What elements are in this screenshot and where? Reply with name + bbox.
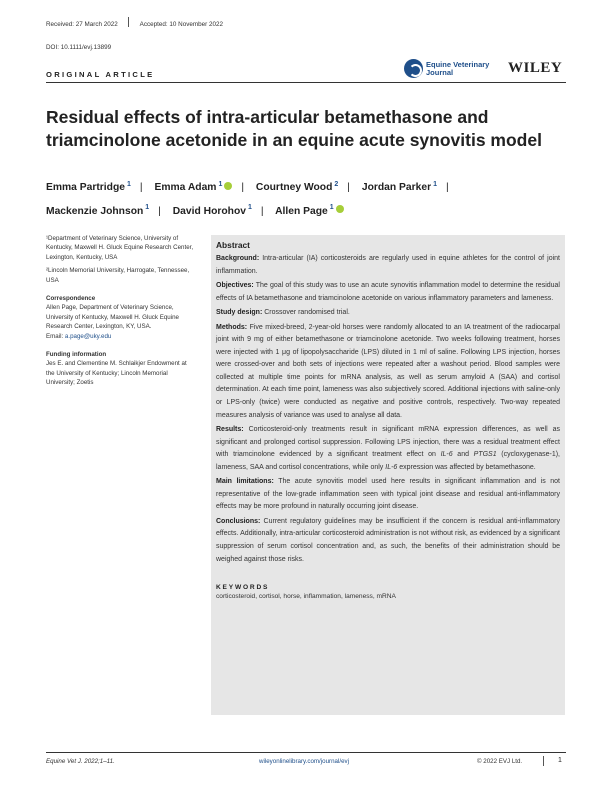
- abstract-limitations: Main limitations: The acute synovitis model used here results in significant inflammation and is not representative of the low-grade inflammation seen with typical joint disease and residual anti-inflammatory effects may be more profound in naturally occurring joint disease.: [216, 478, 560, 511]
- footer-copyright: © 2022 EVJ Ltd.: [477, 758, 523, 765]
- author-name[interactable]: Mackenzie Johnson $^1$: [46, 204, 150, 217]
- article-dates: [46, 13, 223, 31]
- received-date: Received: 27 March 2022: [46, 21, 118, 28]
- affiliation: ²Lincoln Memorial University, Harrogate, Tennessee, USA: [46, 267, 190, 284]
- footer-journal-url[interactable]: wileyonlinelibrary.com/journal/evj: [259, 758, 349, 765]
- page-number: 1: [558, 757, 562, 764]
- abstract-box: [211, 235, 565, 715]
- journal-logo-icon: [404, 59, 423, 78]
- funding-heading: Funding information: [46, 351, 107, 359]
- orcid-icon[interactable]: [336, 205, 344, 213]
- author-name[interactable]: Jordan Parker $^1$: [361, 181, 438, 194]
- abstract-methods: Methods: Five mixed-breed, 2-year-old horses were randomly allocated to an IA treatment of the radiocarpal joint with 9 mg of either betamethasone or triamcinolone acetonide. Two weeks following treatment, horses were injected with 1 μg of lipopolysaccharide (LPS) diluted in 1 ml of saline. Following LPS injection, horses were crossed-over and both sets of injections were repeated after a washout period. Blood samples were collected at multiple time points for mRNA analysis, as well as serum amyloid A (SAA) and cortisol determination. At each time point, lameness was also subjectively scored. Additional injections with saline-only or LPS-only (twice) were conducted as negative and positive controls, respectively. Two-way repeated measures analysis of variance was used to analyse all data.: [216, 323, 560, 419]
- author-name[interactable]: David Horohov $^1$: [172, 204, 252, 217]
- journal-logo[interactable]: [404, 59, 489, 78]
- header-rule: [46, 82, 566, 83]
- journal-logo-line1: Equine Veterinary: [426, 59, 490, 69]
- orcid-icon[interactable]: [224, 182, 232, 190]
- article-info-column: [46, 234, 196, 388]
- author-name[interactable]: Allen Page $^1$: [275, 206, 344, 217]
- keywords-list: corticosteroid, cortisol, horse, inflammation, lameness, mRNA: [216, 593, 396, 601]
- author-list: Emma Partridge $^1$ | Emma Adam $^1$ | Courtney Wood $^2$ | Jordan Parker $^1$ | Mackenzie Johnson $^1$ | David Horohov $^1$ | Allen Page $^1$: [46, 181, 449, 217]
- abstract-design: Study design: Crossover randomised trial.: [216, 309, 350, 317]
- header-separator: [128, 17, 129, 27]
- email-link[interactable]: a.page@uky.edu: [64, 332, 112, 340]
- affiliation: ¹Department of Veterinary Science, University of Kentucky, Maxwell H. Gluck Equine Research Center, Lexington, Kentucky, USA: [46, 235, 194, 261]
- abstract-background: Background: Intra-articular (IA) corticosteroids are regularly used in equine athletes for the control of joint inflammation.: [216, 255, 561, 275]
- author-name[interactable]: Emma Partridge $^1$: [46, 181, 131, 194]
- author-name[interactable]: Courtney Wood $^2$: [255, 181, 339, 194]
- author-name[interactable]: Emma Adam $^1$: [154, 182, 232, 193]
- abstract-objectives: Objectives: The goal of this study was to use an acute synovitis inflammation model to determine the residual effects of IA betamethasone and triamcinolone acetonide on various inflammatory parameters and lameness.: [216, 282, 560, 302]
- footer-citation: Equine Vet J. 2022;1–11.: [46, 758, 115, 765]
- doi[interactable]: DOI: 10.1111/evj.13899: [46, 44, 112, 51]
- accepted-date: Accepted: 10 November 2022: [139, 21, 223, 28]
- keywords-heading: KEYWORDS: [216, 584, 270, 592]
- funding-text: Jes E. and Clementine M. Schlaikjer Endowment at the University of Kentucky; Lincoln Memorial University; Zoetis: [46, 360, 187, 387]
- correspondence-text: Allen Page, Department of Veterinary Science, University of Kentucky, Maxwell H. Gluck Equine Research Center, Lexington, KY, USA. Email: a.page@uky.edu: [46, 304, 179, 340]
- journal-logo-line2: Journal: [426, 67, 454, 77]
- publisher-logo[interactable]: WILEY: [508, 60, 563, 76]
- article-title: Residual effects of intra-articular betamethasone and triamcinolone acetonide in an equine acute synovitis model: [46, 107, 542, 150]
- footer-rule: [46, 752, 566, 753]
- article-type-label: ORIGINAL ARTICLE: [46, 70, 155, 79]
- abstract-conclusions: Conclusions: Current regulatory guidelines may be insufficient if the concern is residual anti-inflammatory effects. Additionally, intra-articular corticosteroid administration is not without risk, as evidenced by a significant suppression of serum cortisol concentration and, as such, the benefits of their administration should be weighed against those risks.: [216, 517, 560, 563]
- abstract-results: Results: Corticosteroid-only treatments result in significant mRNA expression differences, as well as significant and prolonged cortisol suppression. Following LPS injection, there was a residual treatment effect with triamcinolone evidenced by a significant treatment effect on IL-6 and PTGS1 (cycloxygenase-1), lameness, SAA and cortisol concentrations, while only IL-6 expression was affected by betamethasone.: [216, 426, 560, 471]
- footer-separator: [543, 756, 544, 766]
- correspondence-heading: Correspondence: [46, 295, 96, 303]
- abstract-heading: Abstract: [216, 240, 250, 250]
